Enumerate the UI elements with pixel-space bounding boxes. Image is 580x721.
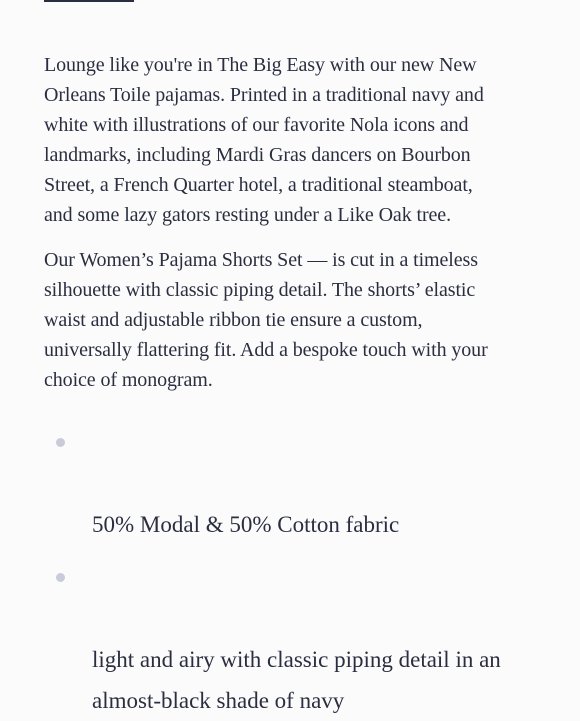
feature-list-item bbox=[44, 557, 564, 721]
description-paragraph-2: Our Women’s Pajama Shorts Set — is cut in a timeless silhouette with classic piping detail. The shorts’ elastic waist and adjustable ribbon tie ensure a custom, universally flattering fit. Add a bespoke touch with your choice of monogram. bbox=[44, 249, 488, 391]
feature-list bbox=[44, 422, 564, 721]
top-divider bbox=[44, 0, 134, 2]
feature-text: light and airy with classic piping detail in an almost-black shade of navy bbox=[92, 647, 501, 713]
description-paragraph-1: Lounge like you're in The Big Easy with our new New Orleans Toile pajamas. Printed in a traditional navy and white with illustrations of our favorite Nola icons and landmarks, including Mardi Gras dancers on Bourbon Street, a French Quarter hotel, a traditional steamboat, and some lazy gators resting under a Like Oak tree. bbox=[44, 54, 484, 226]
bullet-dot-icon bbox=[56, 438, 65, 447]
feature-text: 50% Modal & 50% Cotton fabric bbox=[92, 512, 400, 537]
product-description bbox=[44, 50, 564, 721]
bullet-dot-icon bbox=[56, 573, 65, 582]
feature-list-item bbox=[44, 422, 564, 545]
